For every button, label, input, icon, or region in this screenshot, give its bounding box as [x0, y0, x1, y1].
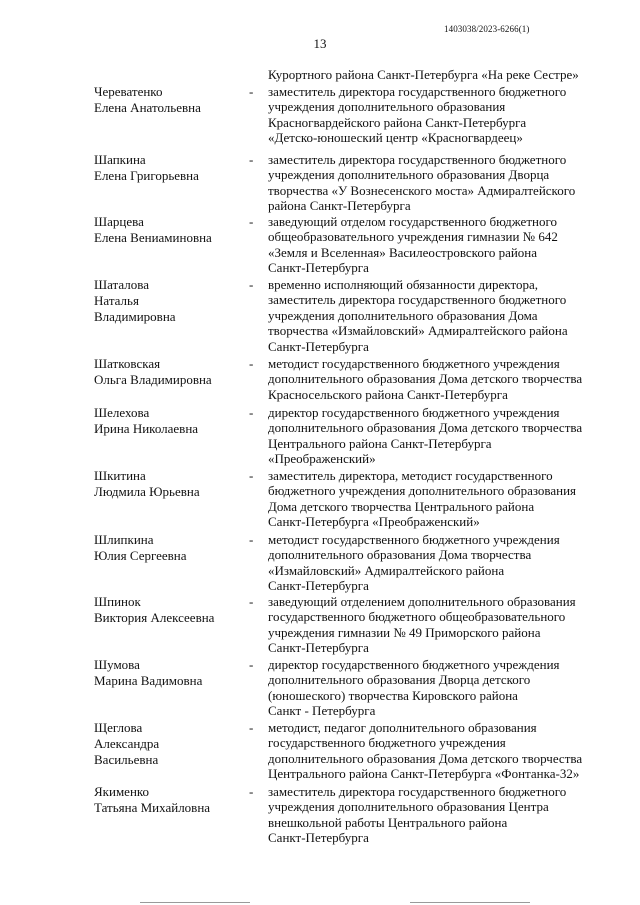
- person-name: Шелехова Ирина Николаевна: [94, 405, 199, 436]
- list-item: [0, 784, 640, 848]
- person-position: временно исполняющий обязанности директора, заместитель директора государственного бюджетного учреждения дополнительного образования Дома творчества «Измайловский» Адмиралтейского района Санкт-Петербурга: [268, 277, 568, 354]
- separator-dash: -: [249, 532, 254, 547]
- person-position: заместитель директора государственного бюджетного учреждения дополнительного образования Центра внешкольной работы Центрального района Санкт-Петербурга: [268, 784, 567, 846]
- list-item: [0, 277, 640, 356]
- person-position: заместитель директора государственного бюджетного учреждения дополнительного образования Дворца творчества «У Вознесенского моста» Адмиралтейского района Санкт-Петербурга: [268, 152, 576, 214]
- continuation-line: Курортного района Санкт-Петербурга «На реке Сестре»: [268, 67, 579, 82]
- document-reference-number: 1403038/2023-6266(1): [444, 24, 530, 34]
- person-name: Шапкина Елена Григорьевна: [94, 152, 199, 183]
- person-position: методист государственного бюджетного учреждения дополнительного образования Дома детского творчества Красносельского района Санкт-Петербурга: [268, 356, 583, 402]
- list-item: [0, 657, 640, 720]
- person-name: Шпинок Виктория Алексеевна: [94, 594, 215, 625]
- person-name: Шарцева Елена Вениаминовна: [94, 214, 212, 245]
- staff-list: [0, 84, 640, 848]
- scan-edge-mark: [410, 902, 530, 903]
- person-name: Шкитина Людмила Юрьевна: [94, 468, 200, 499]
- person-name: Шатковская Ольга Владимировна: [94, 356, 212, 387]
- list-item: [0, 532, 640, 594]
- person-position: заведующий отделом государственного бюджетного общеобразовательного учреждения гимназии № 642 «Земля и Вселенная» Василеостровского района Санкт-Петербурга: [268, 214, 558, 276]
- list-item: [0, 356, 640, 405]
- person-name: Якименко Татьяна Михайловна: [94, 784, 211, 815]
- person-name: Череватенко Елена Анатольевна: [94, 84, 201, 115]
- person-position: заместитель директора, методист государственного бюджетного учреждения дополнительного образования Дома детского творчества Центрального района Санкт-Петербурга «Преображенский»: [268, 468, 577, 530]
- scan-edge-mark: [140, 902, 250, 903]
- separator-dash: -: [249, 214, 254, 229]
- person-name: Щеглова Александра Васильевна: [94, 720, 160, 767]
- list-item: [0, 84, 640, 152]
- separator-dash: -: [249, 405, 254, 420]
- person-position: заместитель директора государственного бюджетного учреждения дополнительного образования Красногвардейского района Санкт-Петербурга «Детско-юношеский центр «Красногвардеец»: [268, 84, 567, 146]
- separator-dash: -: [249, 784, 254, 799]
- person-name: Шлипкина Юлия Сергеевна: [94, 532, 187, 563]
- separator-dash: -: [249, 84, 254, 99]
- separator-dash: -: [249, 468, 254, 483]
- list-item: [0, 468, 640, 532]
- person-position: директор государственного бюджетного учреждения дополнительного образования Дома детского творчества Центрального района Санкт-Петербурга «Преображенский»: [268, 405, 583, 467]
- separator-dash: -: [249, 594, 254, 609]
- separator-dash: -: [249, 657, 254, 672]
- person-position: методист государственного бюджетного учреждения дополнительного образования Дома творчества «Измайловский» Адмиралтейского района Санкт-Петербурга: [268, 532, 560, 594]
- person-name: Шумова Марина Вадимовна: [94, 657, 203, 688]
- page-number: 13: [313, 36, 327, 51]
- person-position: директор государственного бюджетного учреждения дополнительного образования Дворца детского (юношеского) творчества Кировского района Санкт - Петербурга: [268, 657, 560, 719]
- person-name: Шаталова Наталья Владимировна: [94, 277, 176, 324]
- list-item: [0, 720, 640, 784]
- separator-dash: -: [249, 720, 254, 735]
- person-position: методист, педагог дополнительного образования государственного бюджетного учреждения дополнительного образования Дома детского творчества Центрального района Санкт-Петербурга «Фонтанка-32»: [268, 720, 583, 782]
- list-item: [0, 152, 640, 214]
- separator-dash: -: [249, 277, 254, 292]
- separator-dash: -: [249, 152, 254, 167]
- list-item: [0, 405, 640, 468]
- person-position: заведующий отделением дополнительного образования государственного бюджетного общеобразовательного учреждения гимназии № 49 Приморского района Санкт-Петербурга: [268, 594, 576, 656]
- list-item: [0, 594, 640, 657]
- separator-dash: -: [249, 356, 254, 371]
- list-item: [0, 214, 640, 277]
